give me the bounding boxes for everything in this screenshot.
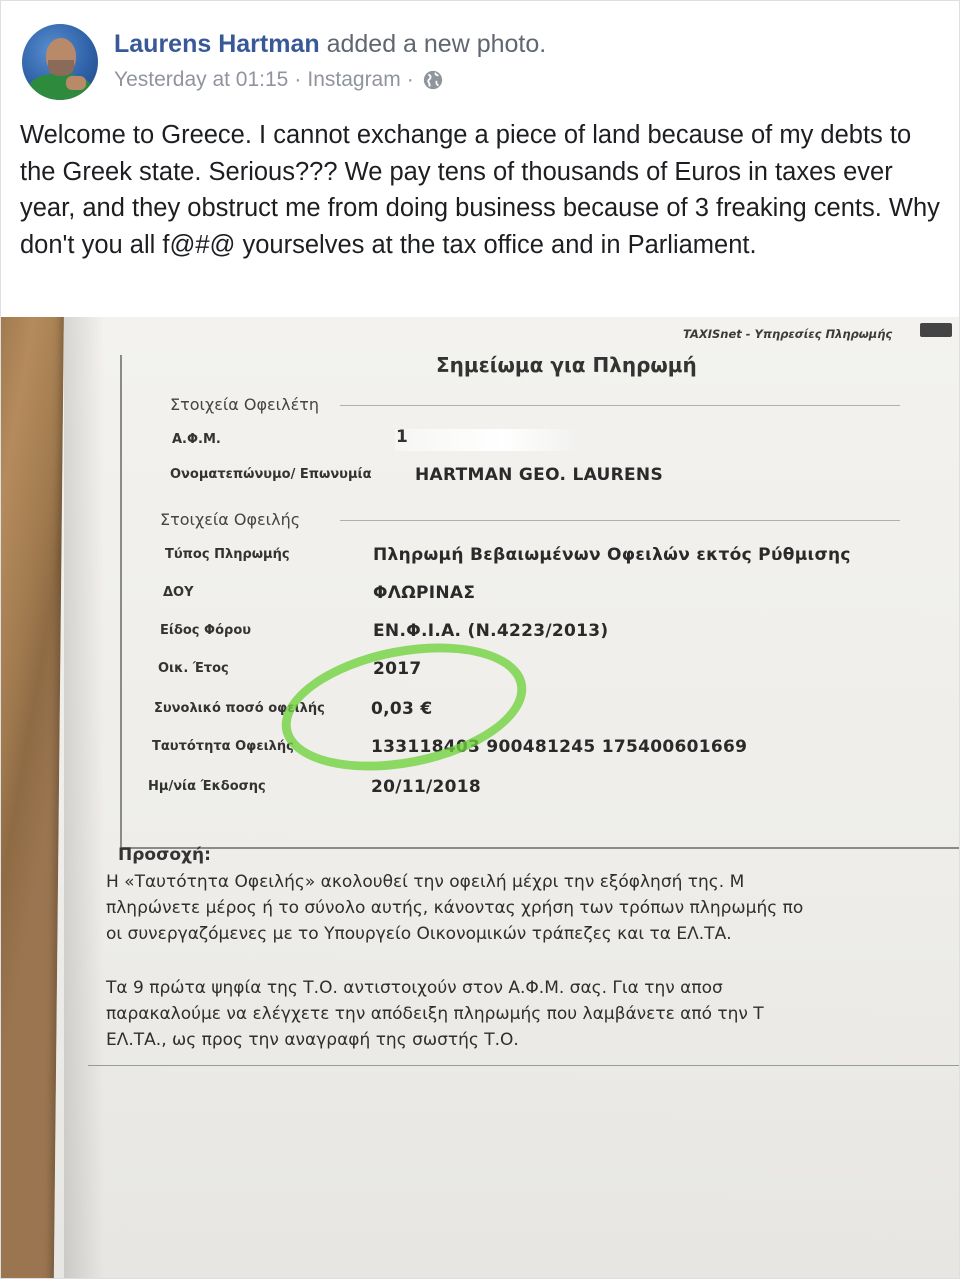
payment-type-label: Τύπος Πληρωμής xyxy=(165,547,290,562)
doy-label: ΔΟΥ xyxy=(163,585,194,600)
payment-document xyxy=(0,317,960,1279)
debt-id-value: 133118403 900481245 175400601669 xyxy=(371,737,748,757)
debtor-section-divider xyxy=(340,405,900,406)
amount-label: Συνολικό ποσό οφειλής xyxy=(154,701,325,716)
avatar-arm xyxy=(66,76,86,90)
afm-redaction xyxy=(395,429,575,451)
notice-divider xyxy=(88,1065,960,1066)
avatar-beard xyxy=(48,60,74,76)
globe-icon[interactable] xyxy=(422,69,444,91)
payment-type-value: Πληρωμή Βεβαιωμένων Οφειλών εκτός Ρύθμισης xyxy=(373,545,851,565)
name-label: Ονοματεπώνυμο/ Επωνυμία xyxy=(170,467,372,482)
afm-value: 1 xyxy=(396,427,408,447)
taxisnet-header: TAXISnet - Υπηρεσίες Πληρωμής xyxy=(683,327,893,341)
post-source-link[interactable]: Instagram xyxy=(307,68,401,91)
meta-separator-2: · xyxy=(406,68,414,91)
notice-line-2: πληρώνετε μέρος ή το σύνολο αυτής, κάνοντας χρήση των τρόπων πληρωμής πο xyxy=(106,898,804,918)
notice-title: Προσοχή: xyxy=(118,845,211,865)
avatar[interactable] xyxy=(22,24,98,100)
post-action-text: added a new photo. xyxy=(326,30,547,58)
debt-section-divider xyxy=(340,520,900,521)
year-value: 2017 xyxy=(373,659,422,679)
document-title: Σημείωμα για Πληρωμή xyxy=(436,353,697,377)
meta-separator: · xyxy=(294,68,302,91)
tax-type-label: Είδος Φόρου xyxy=(160,623,252,638)
tax-type-value: ΕΝ.Φ.Ι.Α. (Ν.4223/2013) xyxy=(373,621,609,641)
notice-line-3: οι συνεργαζόμενες με το Υπουργείο Οικονομικών τράπεζες και τα ΕΛ.ΤΑ. xyxy=(106,924,732,944)
notice-line-4: Τα 9 πρώτα ψηφία της Τ.Ο. αντιστοιχούν στον Α.Φ.Μ. σας. Για την αποσ xyxy=(106,978,723,998)
issue-date-label: Ημ/νία Έκδοσης xyxy=(148,779,266,794)
post-meta xyxy=(114,68,444,92)
amount-value: 0,03 € xyxy=(371,699,433,719)
issue-date-value: 20/11/2018 xyxy=(371,777,482,797)
post-photo[interactable] xyxy=(0,317,960,1279)
author-name-link[interactable]: Laurens Hartman xyxy=(114,30,320,58)
year-label: Οικ. Έτος xyxy=(158,661,229,676)
debt-section-label: Στοιχεία Οφειλής xyxy=(160,510,301,529)
afm-label: Α.Φ.Μ. xyxy=(172,432,221,447)
post-header xyxy=(0,0,960,110)
debt-id-label: Ταυτότητα Οφειλής xyxy=(152,739,294,754)
name-value: HARTMAN GEO. LAURENS xyxy=(415,465,663,485)
post-message: Welcome to Greece. I cannot exchange a piece of land because of my debts to the Greek state. Serious??? We pay tens of thousands of Euros in taxes ever year, and they obstruct me from doing business because of 3 freaking cents. Why don't you all f@#@ yourselves at the tax office and in Parliament. xyxy=(20,121,940,259)
notice-line-6: ΕΛ.ΤΑ., ως προς την αναγραφή της σωστής Τ.Ο. xyxy=(106,1030,519,1050)
doy-value: ΦΛΩΡΙΝΑΣ xyxy=(373,583,476,603)
notice-line-1: Η «Ταυτότητα Οφειλής» ακολουθεί την οφειλή μέχρι την εξόφλησή της. Μ xyxy=(106,872,745,892)
notice-line-5: παρακαλούμε να ελέγχετε την απόδειξη πληρωμής που λαμβάνετε από την Τ xyxy=(106,1004,764,1024)
author-line xyxy=(114,30,546,59)
taxisnet-logo-icon xyxy=(920,323,952,337)
post-timestamp-link[interactable]: Yesterday at 01:15 xyxy=(114,68,289,91)
debtor-section-label: Στοιχεία Οφειλέτη xyxy=(170,395,319,414)
